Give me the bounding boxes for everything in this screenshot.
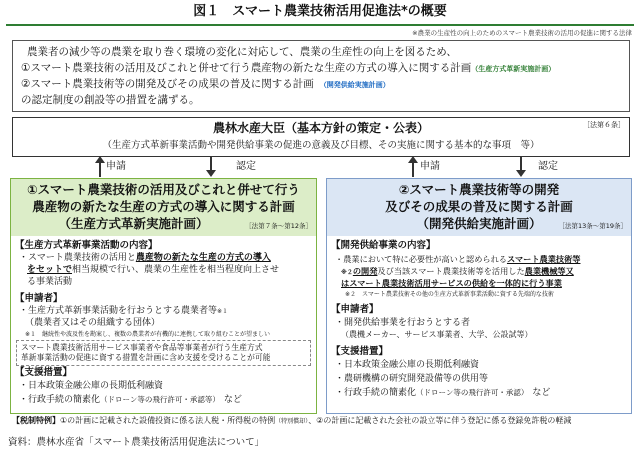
content-text: ・行政手続の簡素化 bbox=[19, 395, 101, 405]
section-heading: 【申請者】 bbox=[331, 304, 379, 315]
production-plan-title-1: ①スマート農業技術の活用及びこれと併せて行う bbox=[27, 182, 300, 197]
intro-line-2-tag: （生産方式革新実施計画） bbox=[471, 65, 556, 73]
content-line bbox=[335, 255, 580, 263]
intro-line-1: 農業者の減少等の農業を取り巻く環境の変化に対応して、農業の生産性の向上を図るため、 bbox=[27, 46, 457, 58]
intro-line-4: の認定制度の創設等の措置を講ずる。 bbox=[21, 94, 200, 106]
content-emphasis: の開発 bbox=[352, 266, 378, 276]
content-line bbox=[19, 396, 242, 405]
section-heading: 【生産方式革新事業活動の内容】 bbox=[15, 240, 158, 251]
footnote: ※２ スマート農業技術その他の生産方式革新事業活動に資する先端的な技術 bbox=[345, 291, 554, 298]
apply-label-right: 申請 bbox=[420, 161, 440, 172]
content-line bbox=[19, 307, 228, 316]
content-note-mark: ※１ bbox=[217, 308, 229, 315]
tax-note-sub: （特別償却） bbox=[275, 418, 309, 425]
content-emphasis: 農業機械等又 bbox=[524, 266, 574, 276]
content-line bbox=[27, 266, 279, 275]
development-plan-title-2: 及びその成果の普及に関する計画 bbox=[385, 199, 573, 214]
arrow-shaft bbox=[412, 162, 414, 177]
production-plan-title-2: 農産物の新たな生産の方式の導入に関する計画 bbox=[32, 199, 295, 214]
content-sub: （ドローン等の飛行許可・承認等） bbox=[100, 395, 220, 404]
tax-note-label: 【税制特例】 bbox=[12, 416, 60, 425]
ministry-box bbox=[12, 117, 630, 157]
title-divider bbox=[6, 24, 634, 26]
content-line: る事業活動 bbox=[27, 277, 73, 287]
intro-line-3-text: ②スマート農業技術等の開発及びその成果の普及に関する計画 bbox=[21, 78, 314, 90]
content-text: ・農業において特に必要性が高いと認められる bbox=[335, 254, 507, 264]
content-emphasis: スマート農業技術等 bbox=[506, 254, 581, 264]
intro-line-3 bbox=[21, 79, 390, 90]
content-text: 及び当該スマート農業技術等を活用した bbox=[377, 266, 525, 276]
content-line: ・開発供給事業を行おうとする者 bbox=[335, 318, 471, 328]
content-line: ・農研機構の研究開発設備等の供用等 bbox=[335, 374, 489, 384]
intro-box bbox=[12, 40, 630, 112]
production-plan-box bbox=[10, 178, 317, 414]
arrow-down-icon bbox=[206, 170, 216, 177]
optional-support-line-2: 革新事業活動の促進に資する措置を計画に含め支援を受けることが可能 bbox=[21, 353, 271, 362]
section-heading: 【開発供給事業の内容】 bbox=[331, 240, 436, 251]
arrow-shaft bbox=[210, 156, 212, 171]
content-line: （農機メーカー、サービス事業者、大学、公設試等） bbox=[341, 330, 533, 339]
arrow-shaft bbox=[520, 156, 522, 171]
production-plan-title-3: （生産方式革新実施計画） bbox=[58, 216, 209, 231]
apply-label-left: 申請 bbox=[106, 161, 126, 172]
arrow-down-icon bbox=[516, 170, 526, 177]
content-emphasis: をセットで bbox=[27, 265, 73, 275]
content-line: ・日本政策金融公庫の長期低利融資 bbox=[335, 360, 480, 370]
content-line: （農業者又はその組織する団体） bbox=[25, 318, 161, 328]
section-heading: 【支援措置】 bbox=[331, 346, 389, 357]
intro-line-2 bbox=[21, 63, 555, 74]
development-plan-box bbox=[326, 178, 632, 414]
production-plan-law-ref: ［法第７条～第12条］ bbox=[245, 222, 312, 230]
optional-support-box bbox=[16, 340, 311, 366]
arrow-shaft bbox=[99, 162, 101, 177]
tax-note-text-2: 、②の計画に記載された会社の設立等に伴う登記に係る登録免許税の軽減 bbox=[308, 416, 572, 425]
content-line bbox=[341, 267, 574, 276]
intro-line-3-tag: （開発供給実施計画） bbox=[319, 81, 390, 89]
intro-line-2-text: ①スマート農業技術の活用及びこれと併せて行う農産物の新たな生産の方式の導入に関する計画 bbox=[21, 62, 472, 74]
content-text: 相当規模で行い、農業の生産性を相当程度向上させ bbox=[72, 265, 280, 275]
content-line: ・日本政策金融公庫の長期低利融資 bbox=[19, 381, 164, 391]
development-plan-title-1: ②スマート農業技術等の開発 bbox=[398, 182, 560, 197]
tax-special-note bbox=[12, 417, 571, 425]
content-sub: （ドローン等の飛行許可・承認） bbox=[416, 388, 529, 397]
law-name-note: ※農業の生産性の向上のためのスマート農業技術の活用の促進に関する法律 bbox=[412, 29, 632, 37]
footnote: ※１ 継続性や波及性を勘案し、複数の農業者が有機的に連携して取り組むことが望ましい bbox=[25, 331, 271, 338]
development-plan-law-ref: ［法第13条～第19条］ bbox=[558, 222, 627, 230]
ministry-title: 農林水産大臣（基本方針の策定・公表） bbox=[212, 121, 429, 135]
content-text: など bbox=[532, 388, 551, 398]
development-plan-header bbox=[327, 179, 631, 236]
optional-support-line-1: スマート農業技術活用サービス事業者や食品等事業者が行う生産方式 bbox=[21, 343, 263, 352]
content-note-mark: ※２ bbox=[341, 269, 353, 276]
content-text: ・行政手続の簡素化 bbox=[335, 388, 417, 398]
section-heading: 【支援措置】 bbox=[15, 367, 73, 378]
development-plan-title-3: （開発供給実施計画） bbox=[416, 216, 542, 231]
ministry-description: （生産方式革新事業活動や開発供給事業の促進の意義及び目標、その実施に関する基本的な事項 等） bbox=[102, 140, 540, 151]
approve-label-left: 認定 bbox=[236, 161, 256, 172]
content-line bbox=[335, 389, 550, 398]
content-line: はスマート農業技術活用サービスの供給を一体的に行う事業 bbox=[341, 278, 562, 288]
approve-label-right: 認定 bbox=[538, 161, 558, 172]
page-title: 図１ スマート農業技術活用促進法*の概要 bbox=[193, 4, 447, 19]
ministry-law-ref: ［法第６条］ bbox=[583, 121, 625, 129]
content-emphasis: 農産物の新たな生産の方式の導入 bbox=[135, 253, 271, 263]
content-text: ・スマート農業技術の活用と bbox=[19, 253, 136, 263]
tax-note-text: ①の計画に記載された設備投資に係る法人税・所得税の特例 bbox=[60, 416, 276, 425]
production-plan-header bbox=[11, 179, 316, 236]
source-citation: 資料：農林水産省「スマート農業技術活用促進法について」 bbox=[8, 437, 265, 448]
content-text: など bbox=[223, 395, 242, 405]
content-line bbox=[19, 254, 271, 263]
content-text: ・生産方式革新事業活動を行おうとする農業者等 bbox=[19, 306, 218, 316]
section-heading: 【申請者】 bbox=[15, 293, 63, 304]
